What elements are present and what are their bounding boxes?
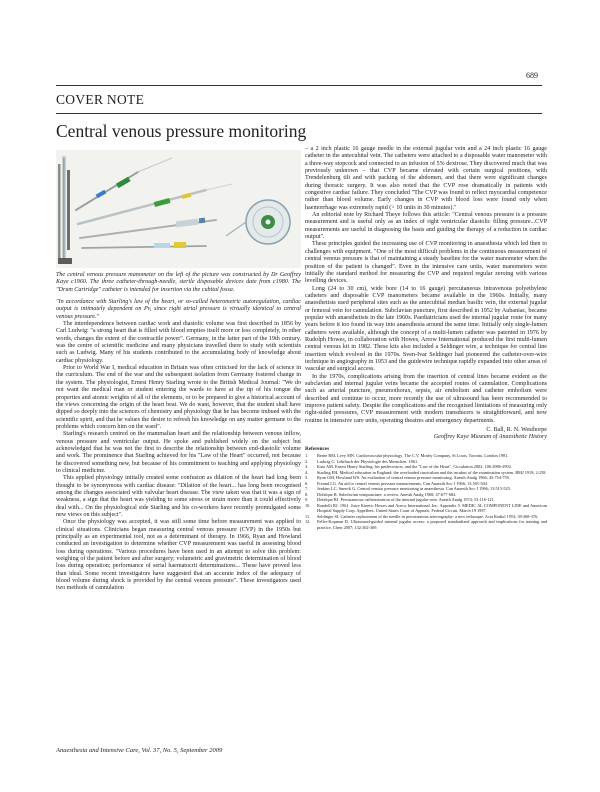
body-paragraph: These principles guided the increasing use of CVP monitoring in anaesthesia which led then to challenges with equipment. "One of the most difficult problems in the continuous measurement of central venous pressure is that of maintaining a steady baseline for the water manometer when the position of the patient is changed". Even in the intensive care units, water manometers were initially the standard method for measuring the CVP and required regular zeroing with various levelling devices. [305, 241, 547, 285]
reference-text: Defalque R. Subclavian venipuncture: a review. Anesth Analg 1968; 47:677-682. [317, 491, 457, 497]
author-affiliation: Geoffrey Kaye Museum of Anaesthetic History [433, 434, 547, 441]
article-title: Central venous pressure monitoring [56, 121, 307, 141]
reference-number: 2. [305, 458, 309, 464]
reference-number: 9. [305, 497, 309, 503]
reference-number: 3. [305, 464, 309, 470]
epigraph: "In accordance with Starling's law of the heart, or so-called heterometric autoregulation, cardiac output is intimately dependent on Pv, since right atrial pressure is virtually identical to central venous pressure." [56, 299, 301, 320]
page-number: 689 [526, 71, 538, 80]
reference-number: 1. [305, 453, 309, 459]
reference-number: 10. [305, 502, 311, 508]
reference-text: Katz AM. Ernest Henry Starling, his predecessors, and the "Law of the Heart". Circulation 2002; 106:2986-2992. [317, 464, 512, 470]
reference-number: 12. [305, 519, 311, 525]
reference-text: Ryan GM, Howland WS. An evaluation of central venous pressure monitoring. Anesth Analg 1966; 45:754-759. [317, 475, 510, 481]
references-heading: References [305, 445, 330, 452]
body-paragraph: In the 1970s, complications arising from the insertion of central lines became evident as the subclavian and internal jugular veins became the accepted routes of cannulation. Complications such as arterial puncture, pneumothorax, sepsis, air embolism and catheter embolism were described and continue to occur, more recently the use of ultrasound has been recommended to improve patient safety. Despite the complications and the recognised limitations of measuring only right-sided pressures, CVP measurement with modern transducers is straightforward, and now routine in intensive care units, operating theatres and emergency departments. [305, 373, 547, 424]
section-heading: COVER NOTE [56, 92, 145, 107]
body-paragraph: An editorial note by Richard Theye follows this article: "Central venous pressure is a pressure measurement and is useful only as an index of right ventricular diastolic filling pressure...CVP measurements are useful in diagnosing the basis and guiding the therapy of a reduction in cardiac output". [305, 212, 547, 241]
author-signature [305, 427, 547, 442]
manometer-device [58, 156, 72, 264]
left-column [56, 272, 301, 593]
body-paragraph: – a 2 inch plastic 16 gauge needle in the external jugular vein and a 24 inch plastic 16 gauge catheter in the antecubital vein. The catheters were attached to a disposable water manometer with a three-way stopcock and connected to an infusion of 5% dextrose. They discovered much that was previously unknown – that CVP became elevated with certain surgical positions, with Trendelenburg tilt and with packing of the abdomen, and that there were significant changes during thoracic surgery. It was also noted that the CVP rose dramatically in patients with congestive cardiac failure. They concluded "The CVP was found to reflect myocardial competence rather than blood volume. Early changes in CVP with blood loss were found only when haemorrhage was extremely rapid (> 10 units in 30 minutes)." [305, 146, 547, 211]
reference-number: 5. [305, 475, 309, 481]
body-paragraph: Long (24 to 30 cm), wide bore (14 to 16 gauge) percutaneous intravenous polyethylene catheters and disposable CVP manometers became available in the 1960s. Initially, many anaesthetists used peripheral sites such as the antecubital median basilic vein, the external jugular or femoral vein for cannulation. Subclavian puncture, first described in 1952 by Aubaniac, became popular with anaesthetists in the late 1960s. Paediatricians used the internal jugular route for many years before it too found its way into anaesthesia around the same time. Initially only single-lumen catheters were available, although the concept of a multi-lumen catheter was patented in 1976 by Rudolph Howes, in collaboration with Howes, Arrow International produced the first multi-lumen central venous kit in 1982. These kits also included a Seldinger wire, a technique for central line insertion which evolved in the 1970s. Sven-Ivar Seldinger had pioneered the catheter-over-wire technique in angiography in 1953 and the guidewire technique rapidly expanded into other areas of vascular and surgical access. [305, 285, 547, 373]
reference-text: Defalque RJ. Percutaneous catheterization of the internal jugular vein. Anesth Analg 1974; 53:116-121. [317, 497, 495, 503]
reference-text: Starling EH. Medical education in England: the overloaded curriculum and the incubus of the examination system. BMJ 1918; 2:258. [317, 469, 547, 475]
reference-text: Berne RM, Levy MN. Cardiovascular physiology. The C.V. Mosby Company, St Louis, Toronto, London 1981. [317, 453, 509, 459]
body-paragraph: Starling's research centred on the mammalian heart and the relationship between venous inflow, venous pressure and ventricular output. He spoke and published widely on the subject but acknowledged that he was not the first to describe the relationship between end-diastolic volume and work. The prominence that Starling achieved for his "Law of the Heart" occurred, not because he discovered something new, but because of his commitment to teaching and applying physiology to clinical medicine. [56, 431, 301, 474]
header-rule-bottom [56, 113, 542, 114]
header-rule-top [56, 85, 542, 86]
journal-footer: Anaesthesia and Intensive Care, Vol. 37, No. 5, September 2009 [56, 747, 223, 754]
authors: C. Ball, R. N. Westhorpe [486, 427, 547, 434]
reference-number: 7. [305, 486, 309, 492]
body-paragraph: The interdependence between cardiac work and diastolic volume was first described in 1856 by Carl Ludwig: "a strong heart that is filled with blood empties itself more or less completely, in other words, changes the extent of the contractile power". Germany, in the latter part of the 19th century, was the centre of scientific medicine and many physicians travelled there to study with scientists such as Ludwig. Many of his students contributed to the accumulating body of knowledge about cardiac physiology. [56, 321, 301, 364]
reference-text: Freund LG. An aid to central venous pressure measurements. Can Anaesth Soc J 1966; 13:501-504. [317, 480, 489, 486]
body-paragraph: This applied physiology initially created some confusion as dilation of the heart had long been thought to be synonymous with cardiac disease: "Dilation of the heart... has long been recognised among the changes associated with valvular heart disease. The view taken was that it was a sign of weakness, a sign that the heart was yielding to some stress or strain more than it could effectively deal with... On the physiological side Starling and his co-workers have recently promulgated some new views on this subject". [56, 475, 301, 518]
reference-item [305, 519, 547, 530]
right-column [305, 146, 547, 530]
figure-caption: The central venous pressure manometer on the left of the picture was constructed by Dr Geoffrey Kaye c1960. The three catheter-through-needle, sterile disposable devices date from c1980. The "Drum Cartridge" catheter is intended for insertion via the cubital fossa. [56, 272, 301, 293]
article-photo [56, 150, 301, 268]
reference-text: Seldinger SI. Catheter replacement of the needle in percutaneous arteriography: a new technique. Acta Radiol 1953; 39:368-376. [317, 513, 539, 519]
reference-text: Feller-Kopman D. Ultrasound-guided internal jugular access: a proposed standardized approach and implications for training and practice. Chest 2007; 132:302-309. [317, 519, 547, 530]
reference-item [305, 503, 547, 514]
reference-number: 6. [305, 480, 309, 486]
reference-number: 11. [305, 513, 311, 519]
reference-text: Rondelli RJ. 1961. Juice Kinetic Howes and Arrow International, Inc. Appendix 5. MEDIC AL COMPONENT LINE and American Hospital Supply Corp. Appellees. United States Court of Appeals, Federal Circuit. March 19 1987. [317, 502, 547, 514]
reference-number: 4. [305, 469, 309, 475]
references-list [305, 453, 547, 530]
reference-text: Ludwig C. Lehrbuch der Physiologie des Menschen. 1861. [317, 458, 419, 464]
reference-text: Jenkins LC, Sneeck G. Central venous pressure monitoring in anaesthesia. Can Anaesth Soc J 1966; 13:515-525. [317, 486, 511, 492]
body-paragraph: Once the physiology was accepted, it was still some time before measurement was applied to clinical situations. Clinicians began measuring central venous pressure (CVP) in the 1950s but principally as an experimental tool, not as a determinant of therapy. In 1966, Ryan and Howland conducted an investigation to determine whether CVP measurement was useful in assessing blood loss during operations. "Various procedures have been used in an attempt to solve this problem: weighing of the patient before and after surgery; volumetric and gravimetric determination of blood loss during operation; performance of serial haematocrit determinations... These have proved less than ideal. Some recent investigators have suggested that an accurate index of the adequacy of blood volume during shock is provided by the central venous pressure". These investigators used two methods of cannulation [56, 519, 301, 592]
body-paragraph: Prior to World War I, medical education in Britain was often criticised for the lack of science in the curriculum. The end of the war and the subsequent isolation from Germany fostered change in the system. The physiologist, Ernest Henry Starling wrote to the British Medical Journal: "We do not want the medical man or student entering the wards to have at the tip of his tongue the properties and atomic weights of all of the elements, or to be prepared to give a historical account of the views concerning the origin of the heart beat. We do want, however, that the student shall have dipped so deeply into the sciences of chemistry and physiology that he has become imbued with the scientific spirit, and that he values the desire to refresh his knowledge on any matter germane to the problems which concern him on the ward". [56, 365, 301, 430]
reference-number: 8. [305, 491, 309, 497]
